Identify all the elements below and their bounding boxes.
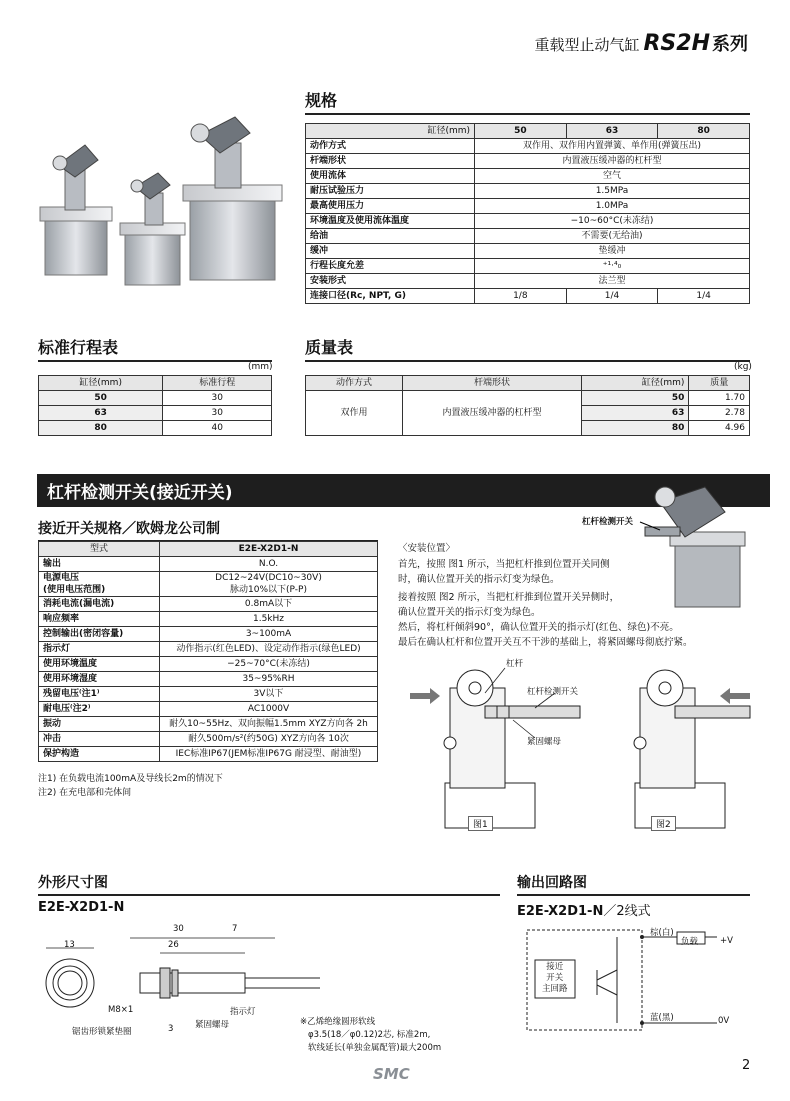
circuit-model: E2E-X2D1-N	[517, 904, 604, 919]
prox-value: IEC标准IP67(JEM标准IP67G 耐浸型、耐油型)	[160, 747, 378, 762]
dim-3: 3	[168, 1024, 174, 1034]
mass-table	[305, 375, 750, 436]
spec-label: 动作方式	[306, 139, 475, 154]
mass-bore: 50	[582, 391, 689, 406]
dim-26: 26	[168, 940, 179, 950]
specs-header-63: 63	[566, 124, 658, 139]
port-80: 1/4	[658, 289, 750, 304]
spec-value: 法兰型	[475, 274, 750, 289]
port-50: 1/8	[475, 289, 567, 304]
prox-note-1: 注1) 在负载电流100mA及导线长2m的情况下	[38, 774, 223, 784]
spec-value: 垫缓冲	[475, 244, 750, 259]
circuit-box-line: 主回路	[542, 984, 568, 994]
spec-value: 1.0MPa	[475, 199, 750, 214]
spec-value: 内置液压缓冲器的杠杆型	[475, 154, 750, 169]
prox-label: 冲击	[39, 732, 160, 747]
prox-label: 响应频率	[39, 612, 160, 627]
prox-label: 残留电压⁽注1⁾	[39, 687, 160, 702]
install-line: 时，确认位置开关的指示灯变为绿色。	[398, 574, 560, 585]
prox-label: 消耗电流(漏电流)	[39, 597, 160, 612]
circuit-box-line: 开关	[546, 973, 564, 983]
spec-label: 给油	[306, 229, 475, 244]
dim-13: 13	[64, 940, 75, 950]
figure-2	[610, 648, 760, 833]
prox-value: 耐久500m/s²(约50G) XYZ方向各 10次	[160, 732, 378, 747]
dim-7: 7	[232, 924, 238, 934]
product-photo	[30, 115, 295, 305]
prox-label: 保护构造	[39, 747, 160, 762]
spec-label: 杆端形状	[306, 154, 475, 169]
specs-title: 规格	[305, 88, 750, 115]
prox-header-model: E2E-X2D1-N	[160, 542, 378, 557]
spec-value: ⁺¹·⁴₀	[475, 259, 750, 274]
cable-note-1: ※乙烯绝缘圆形软线	[300, 1017, 376, 1027]
dim-thread: M8×1	[108, 1005, 134, 1015]
header-title: 重载型止动气缸	[534, 36, 640, 54]
mass-value: 2.78	[689, 406, 750, 421]
prox-table	[38, 541, 378, 762]
prox-label: 使用环境湿度	[39, 672, 160, 687]
prox-value: N.O.	[160, 557, 378, 572]
mass-unit: (kg)	[734, 362, 752, 372]
mass-header: 杆端形状	[403, 376, 582, 391]
lever-switch-section-title: 杠杆检测开关(接近开关)	[47, 483, 233, 503]
stroke-bore: 50	[39, 391, 163, 406]
dim-washer: 锯齿形锁紧垫圈	[72, 1027, 132, 1037]
spec-label: 最高使用压力	[306, 199, 475, 214]
mass-value: 1.70	[689, 391, 750, 406]
dims-title: 外形尺寸图	[38, 872, 500, 896]
prox-value: 3V以下	[160, 687, 378, 702]
prox-header-type: 型式	[39, 542, 160, 557]
fig1-lever-label: 杠杆	[506, 659, 524, 669]
spec-label: 连接口径(Rc, NPT, G)	[306, 289, 475, 304]
prox-value: 3~100mA	[160, 627, 378, 642]
series-suffix: 系列	[712, 34, 748, 55]
wire-brown: 棕(白)	[650, 928, 674, 938]
spec-label: 使用流体	[306, 169, 475, 184]
dim-lamp: 指示灯	[230, 1007, 256, 1017]
circuit-model-line	[517, 900, 651, 919]
photo-label: 杠杆检测开关	[582, 517, 634, 527]
prox-value: AC1000V	[160, 702, 378, 717]
mass-bore: 80	[582, 421, 689, 436]
stroke-header: 标准行程	[163, 376, 272, 391]
spec-value: 1.5MPa	[475, 184, 750, 199]
prox-label: 控制输出(密闭容量)	[39, 627, 160, 642]
mass-header: 动作方式	[306, 376, 403, 391]
mass-header: 缸径(mm)	[582, 376, 689, 391]
spec-value: −10~60°C(未冻结)	[475, 214, 750, 229]
stroke-header: 缸径(mm)	[39, 376, 163, 391]
dims-model: E2E-X2D1-N	[38, 900, 125, 915]
cable-note-2: φ3.5(18／φ0.12)2芯, 标准2m,	[308, 1030, 431, 1040]
spec-label: 行程长度允差	[306, 259, 475, 274]
mass-action: 双作用	[306, 391, 403, 436]
prox-value: −25~70°C(未冻结)	[160, 657, 378, 672]
stroke-value: 30	[163, 406, 272, 421]
stroke-value: 40	[163, 421, 272, 436]
install-title: 〈安装位置〉	[398, 543, 456, 554]
circuit-model-suffix: ／2线式	[603, 904, 651, 919]
mass-value: 4.96	[689, 421, 750, 436]
fig2-name: 图2	[651, 816, 676, 831]
prox-title: 接近开关规格／欧姆龙公司制	[38, 518, 378, 542]
spec-value: 空气	[475, 169, 750, 184]
install-line: 确认位置开关的指示灯变为绿色。	[398, 607, 541, 618]
spec-label: 耐压试验压力	[306, 184, 475, 199]
specs-table	[305, 123, 750, 304]
figure-1	[405, 648, 600, 833]
install-line: 接着按照 图2 所示，当把杠杆推到位置开关异侧时，	[398, 592, 620, 603]
prox-label: 使用环境温度	[39, 657, 160, 672]
cable-note-3: 软线延长(单独金属配管)最大200m	[308, 1043, 442, 1053]
stroke-title: 标准行程表	[38, 335, 272, 362]
prox-label: 振动	[39, 717, 160, 732]
circuit-box	[542, 962, 568, 995]
install-line: 然后，将杠杆倾斜90°，确认位置开关的指示灯(红色、绿色)不亮。	[398, 622, 679, 633]
fig1-nut-label: 紧固螺母	[527, 737, 562, 747]
install-line: 最后在确认杠杆和位置开关互不干涉的基础上，将紧固螺母彻底拧紧。	[398, 637, 693, 648]
spec-label: 缓冲	[306, 244, 475, 259]
zero-v: 0V	[718, 1016, 730, 1026]
prox-value: 耐久10~55Hz、双向振幅1.5mm XYZ方向各 2h	[160, 717, 378, 732]
dim-nut: 紧固螺母	[195, 1020, 230, 1030]
lever-switch-photo	[585, 482, 755, 617]
spec-value: 不需要(无给油)	[475, 229, 750, 244]
load-label: 负载	[681, 937, 699, 947]
prox-value: DC12~24V(DC10~30V) 脉动10%以下(P-P)	[160, 572, 378, 597]
spec-label: 安装形式	[306, 274, 475, 289]
prox-value: 1.5kHz	[160, 612, 378, 627]
fig1-switch-label: 杠杆检测开关	[527, 687, 579, 697]
page-header	[534, 30, 748, 56]
stroke-value: 30	[163, 391, 272, 406]
stroke-bore: 63	[39, 406, 163, 421]
specs-header-bore: 缸径(mm)	[306, 124, 475, 139]
circuit-box-line: 接近	[546, 962, 564, 972]
prox-label: 耐电压⁽注2⁾	[39, 702, 160, 717]
stroke-table	[38, 375, 272, 436]
series-name: RS2H	[643, 31, 710, 56]
mass-header: 质量	[689, 376, 750, 391]
smc-logo-text: SMC	[373, 1065, 410, 1083]
install-line: 首先，按照 图1 所示，当把杠杆推到位置开关同侧	[398, 559, 610, 570]
port-63: 1/4	[566, 289, 658, 304]
spec-label: 环境温度及使用流体温度	[306, 214, 475, 229]
plus-v: +V	[720, 936, 733, 946]
specs-header-50: 50	[475, 124, 567, 139]
fig1-name: 图1	[468, 816, 493, 831]
smc-logo	[373, 1065, 410, 1083]
stroke-unit: (mm)	[248, 362, 273, 372]
prox-value: 0.8mA以下	[160, 597, 378, 612]
mass-title: 质量表	[305, 335, 750, 362]
prox-value: 35~95%RH	[160, 672, 378, 687]
mass-rod: 内置液压缓冲器的杠杆型	[403, 391, 582, 436]
wire-blue: 蓝(黑)	[650, 1013, 674, 1023]
prox-label: 指示灯	[39, 642, 160, 657]
circuit-title: 输出回路图	[517, 872, 750, 896]
prox-value: 动作指示(红色LED)、设定动作指示(绿色LED)	[160, 642, 378, 657]
specs-header-80: 80	[658, 124, 750, 139]
prox-label: 输出	[39, 557, 160, 572]
page-number: 2	[742, 1058, 751, 1073]
mass-bore: 63	[582, 406, 689, 421]
prox-label: 电源电压 (使用电压范围)	[39, 572, 160, 597]
dim-30: 30	[173, 924, 184, 934]
spec-value: 双作用、双作用内置弹簧、单作用(弹簧压出)	[475, 139, 750, 154]
stroke-bore: 80	[39, 421, 163, 436]
prox-note-2: 注2) 在充电部和壳体间	[38, 788, 132, 798]
